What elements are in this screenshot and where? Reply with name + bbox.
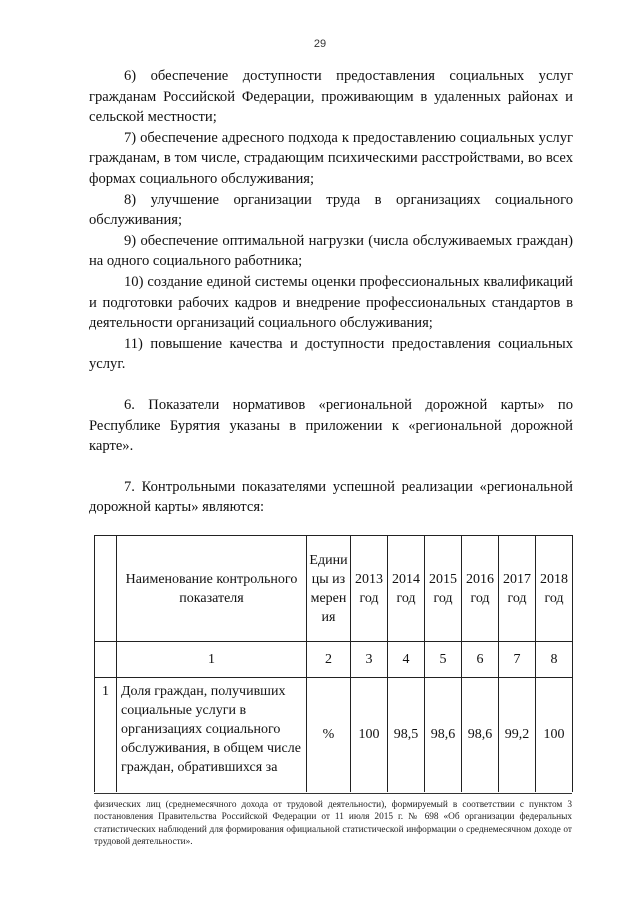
value-2015: 98,6 [425, 678, 462, 792]
table-row [95, 678, 573, 792]
paragraph-item-10: 10) создание единой системы оценки профессиональных квалификаций и подготовки рабочих кадров и внедрение профессиональных стандартов в деятельности организаций социального обслуживания; [89, 273, 573, 332]
column-number-cell [95, 642, 117, 678]
header-year-2018: 2018 год [536, 536, 573, 642]
column-number-cell: 2 [307, 642, 351, 678]
paragraph-item-11: 11) повышение качества и доступности предоставления социальных услуг. [89, 335, 573, 373]
column-number-cell: 8 [536, 642, 573, 678]
paragraph-item-6: 6) обеспечение доступности предоставления социальных услуг гражданам Российской Федерации, проживающим в удаленных районах и сельской местности; [89, 68, 573, 126]
paragraph-section-7: 7. Контрольными показателями успешной реализации «региональной дорожной карты» являются: [89, 478, 573, 516]
header-year-2014: 2014 год [388, 536, 425, 642]
value-2014: 98,5 [388, 678, 425, 792]
column-number-cell: 6 [462, 642, 499, 678]
footnote-divider [94, 793, 572, 794]
column-number-row [95, 642, 573, 678]
header-index-cell [95, 536, 117, 642]
column-number-cell: 3 [351, 642, 388, 678]
value-2013: 100 [351, 678, 388, 792]
indicator-unit: % [307, 678, 351, 792]
document-body [89, 66, 573, 518]
page-number: 29 [313, 38, 327, 50]
header-year-2013: 2013 год [351, 536, 388, 642]
indicator-name: Доля граждан, получивших социальные услуги в организациях социального обслуживания, в общем числе граждан, обратившихся за [117, 678, 307, 792]
footnote-text: физических лиц (среднемесячного дохода от трудовой деятельности), формируемый в соответствии с пунктом 3 постановления Правительства Российской Федерации от 11 июля 2015 г. № 698 «Об организации федеральных статистических наблюдений для формирования официальной статистической информации о среднемесячном доходе от трудовой деятельности». [94, 800, 572, 848]
paragraph-item-8: 8) улучшение организации труда в организациях социального обслуживания; [89, 191, 573, 229]
header-year-2017: 2017 год [499, 536, 536, 642]
paragraph-section-6: 6. Показатели нормативов «региональной дорожной карты» по Республике Бурятия указаны в приложении к «региональной дорожной карте». [89, 396, 573, 455]
header-year-2015: 2015 год [425, 536, 462, 642]
value-2018: 100 [536, 678, 573, 792]
paragraph-item-7: 7) обеспечение адресного подхода к предоставлению социальных услуг гражданам, в том числе, страдающим психическими расстройствами, во всех формах социального обслуживания; [89, 129, 573, 187]
header-year-2016: 2016 год [462, 536, 499, 642]
column-number-cell: 7 [499, 642, 536, 678]
paragraph-item-9: 9) обеспечение оптимальной нагрузки (числа обслуживаемых граждан) на одного социального работника; [89, 232, 573, 270]
column-number-cell: 5 [425, 642, 462, 678]
table-header-row [95, 536, 573, 642]
row-index: 1 [95, 678, 117, 792]
column-number-cell: 4 [388, 642, 425, 678]
header-indicator-name: Наименование контрольного показателя [117, 536, 307, 642]
value-2017: 99,2 [499, 678, 536, 792]
value-2016: 98,6 [462, 678, 499, 792]
column-number-cell: 1 [117, 642, 307, 678]
control-indicators-table [94, 535, 573, 792]
header-unit: Единицы измерения [307, 536, 351, 642]
